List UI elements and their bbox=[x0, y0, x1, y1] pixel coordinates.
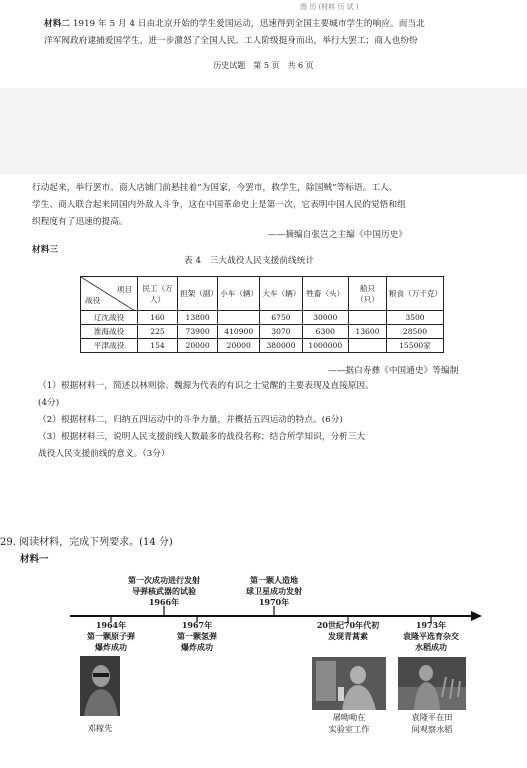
material3-label: 材料三 bbox=[32, 245, 59, 255]
event-text: 水稻成功 bbox=[415, 642, 447, 652]
event-text: 第一颗人造地 bbox=[250, 575, 298, 585]
material2-cont-line1: 行动起来，举行罢市。商人店铺门前悬挂着“为国家，今罢市，救学生，除国贼”等标语。工人、 bbox=[32, 183, 398, 193]
question-3-line2: 战役人民支援前线的意义。（3分） bbox=[38, 449, 170, 459]
caption-tu-youyou bbox=[312, 711, 386, 735]
material2-cont-line3: 织程度有了迅速的提高。 bbox=[32, 217, 128, 227]
caption-text: 袁隆平在田 bbox=[411, 712, 453, 722]
event-year: 1967年 bbox=[181, 620, 213, 630]
question-1-line2: (4分) bbox=[38, 398, 60, 408]
timeline-event-1967 bbox=[157, 620, 237, 653]
table-header-cell: 担架（副） bbox=[178, 277, 218, 311]
event-year: 1973年 bbox=[415, 620, 447, 630]
table-caption: 表 4 三大战役人民支援前线统计 bbox=[184, 256, 315, 266]
material2-line1: 1919 年 5 月 4 日由北京开始的学生爱国运动，迅速得到全国主要城市学生的响应。而当北 bbox=[72, 19, 425, 29]
event-text: 导弹核武器的试验 bbox=[132, 586, 196, 596]
caption-yuan-longping bbox=[398, 711, 466, 735]
caption-text: 实验室工作 bbox=[328, 724, 370, 734]
table-cell: 13600 bbox=[348, 325, 386, 339]
table-cell: 30000 bbox=[302, 311, 348, 325]
table-header-cell: 粮食（万千克） bbox=[386, 277, 443, 311]
table-cell: 20000 bbox=[178, 339, 218, 353]
page-header-fragment: 图 历 (材料 历 试 ) bbox=[300, 3, 359, 11]
event-text: 第一次成功进行发射 bbox=[128, 575, 200, 585]
table-header-cell: 牲畜（头） bbox=[302, 277, 348, 311]
photo-yuan-longping-field bbox=[398, 657, 466, 710]
material2-cont-line2: 学生、商人联合起来同国内外敌人斗争，这在中国革命史上是第一次，它表明中国人民的觉悟和组 bbox=[32, 200, 406, 210]
question-29-title: 29. 阅读材料，完成下列要求。(14 分) bbox=[0, 537, 173, 548]
table-cell: 20000 bbox=[218, 339, 260, 353]
question-1-line1: （1）根据材料一，简述以林则徐、魏源为代表的有识之士觉醒的主要表现及直接原因。 bbox=[38, 381, 374, 391]
table-cell: 28500 bbox=[386, 325, 443, 339]
table-header-cell: 船只（只） bbox=[348, 277, 386, 311]
timeline-event-1973 bbox=[386, 620, 476, 653]
event-text: 第一颗氢弹 bbox=[177, 631, 217, 641]
event-text: 发现青蒿素 bbox=[328, 631, 368, 641]
page-footer: 历史试题 第 5 页 共 6 页 bbox=[213, 61, 314, 70]
event-text: 爆炸成功 bbox=[95, 642, 127, 652]
table-cell: 13800 bbox=[178, 311, 218, 325]
table-header-cell: 大车（辆） bbox=[260, 277, 302, 311]
event-text: 球卫星成功发射 bbox=[246, 586, 302, 596]
question-2: （2）根据材料二，归纳五四运动中的斗争力量，并概括五四运动的特点。(6分) bbox=[38, 415, 343, 425]
timeline-event-1966 bbox=[104, 575, 224, 608]
caption-text: 邓稼先 bbox=[87, 723, 113, 733]
corner-top-label: 项目 bbox=[116, 284, 132, 294]
table-cell: 15500家 bbox=[386, 339, 443, 353]
table-cell: 380000 bbox=[260, 339, 302, 353]
table-row-label: 淮海战役 bbox=[81, 325, 138, 339]
event-year: 20世纪70年代初 bbox=[316, 620, 380, 630]
table-cell: 154 bbox=[137, 339, 177, 353]
material2-label: 材料二 bbox=[44, 19, 71, 29]
event-year: 1964年 bbox=[95, 620, 127, 630]
table-header-cell: 小车（辆） bbox=[218, 277, 260, 311]
material3-source: ——据白寿彝《中国通史》等编制 bbox=[328, 366, 459, 376]
timeline-event-1970s bbox=[296, 620, 400, 642]
event-year: 1966年 bbox=[148, 597, 180, 607]
caption-deng-jiaxian bbox=[80, 722, 120, 734]
table-cell: 410900 bbox=[218, 325, 260, 339]
table-header-cell: 民工（万人） bbox=[137, 277, 177, 311]
corner-bottom-label: 战役 bbox=[85, 295, 101, 305]
caption-text: 间观察水稻 bbox=[411, 724, 453, 734]
table-row-label: 平津战役 bbox=[81, 339, 138, 353]
event-text: 袁隆平选育杂交 bbox=[403, 631, 459, 641]
event-text: 第一颗原子弹 bbox=[87, 631, 135, 641]
timeline-event-1964 bbox=[66, 620, 156, 653]
material2-source: ——摘编自张岂之主编《中国历史》 bbox=[268, 230, 408, 240]
table-cell: 73900 bbox=[178, 325, 218, 339]
event-text: 爆炸成功 bbox=[181, 642, 213, 652]
table-cell: 3070 bbox=[260, 325, 302, 339]
event-year: 1970年 bbox=[258, 597, 290, 607]
material1-label: 材料一 bbox=[20, 554, 49, 565]
photo-tu-youyou-lab bbox=[312, 657, 386, 710]
table-cell: 160 bbox=[137, 311, 177, 325]
table-row-label: 辽沈战役 bbox=[81, 311, 138, 325]
table-cell: 225 bbox=[137, 325, 177, 339]
question-3-line1: （3）根据材料三，说明人民支援前线人数最多的战役名称；结合所学知识，分析三大 bbox=[38, 432, 366, 442]
caption-text: 屠呦呦在 bbox=[332, 712, 366, 722]
table-cell: 1000000 bbox=[302, 339, 348, 353]
photo-deng-jiaxian bbox=[80, 656, 120, 716]
timeline-event-1970 bbox=[224, 575, 324, 608]
table-cell: 6750 bbox=[260, 311, 302, 325]
material2-line2: 洋军阀政府逮捕爱国学生，进一步激怒了全国人民。工人阶级挺身而出，举行大罢工；商人也纷纷 bbox=[44, 36, 418, 46]
table-cell: 3500 bbox=[386, 311, 443, 325]
table-cell: 6300 bbox=[302, 325, 348, 339]
